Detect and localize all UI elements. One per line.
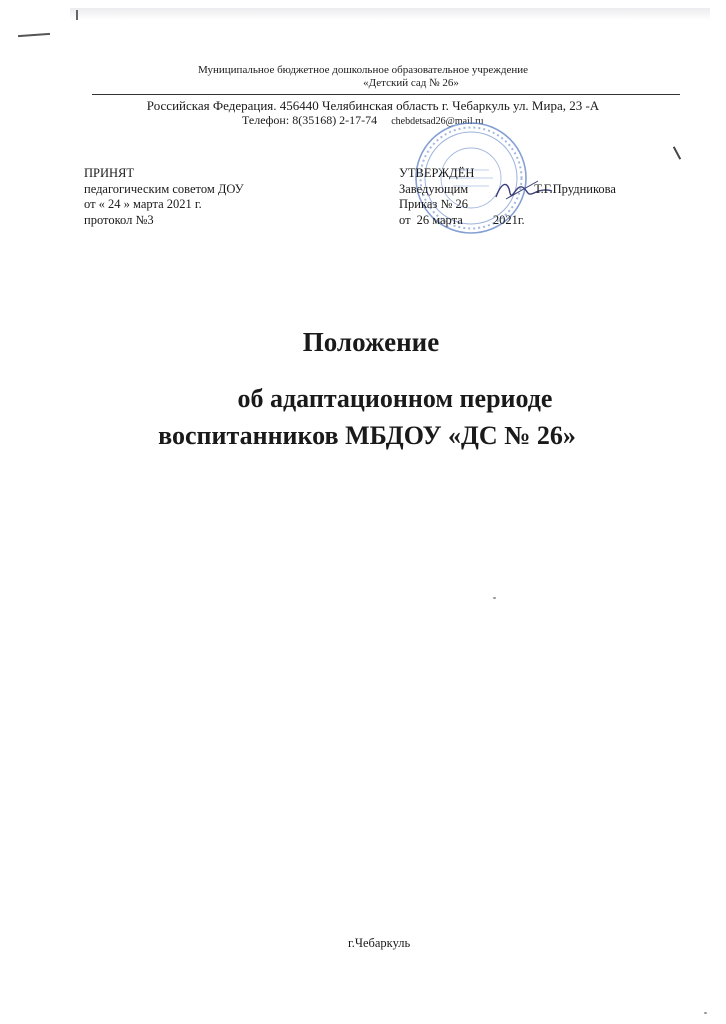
scan-artifact <box>70 8 710 20</box>
org-name-line1: Муниципальное бюджетное дошкольное образовательное учреждение <box>198 64 528 76</box>
approved-heading: УТВЕРЖДЁН <box>399 166 475 180</box>
approved-order: Приказ № 26 <box>399 197 469 211</box>
approved-year: 2021г. <box>492 212 525 227</box>
accepted-line: протокол №3 <box>84 212 154 227</box>
approved-signatory-line <box>399 182 616 198</box>
accepted-line: от « 24 » марта 2021 г. <box>84 197 202 211</box>
accepted-block <box>84 166 244 228</box>
org-phone: Телефон: 8(35168) 2-17-74 <box>242 113 378 127</box>
scan-mark <box>18 33 50 37</box>
approved-date-prefix: от <box>399 212 411 227</box>
org-address: Российская Федерация. 456440 Челябинская область г. Чебаркуль ул. Мира, 23 -А <box>146 98 600 113</box>
accepted-line: педагогическим советом ДОУ <box>84 181 244 196</box>
document-subtitle-line2: воспитанников МБДОУ «ДС № 26» <box>158 421 576 450</box>
approved-position: Заведующим <box>399 181 469 196</box>
org-email: chebdetsad26@mail.ru <box>391 116 484 127</box>
approved-block <box>399 166 616 228</box>
document-title: Положение <box>302 327 440 357</box>
approved-date-line <box>399 213 616 229</box>
document-subtitle-line1: об адаптационном периоде <box>237 384 553 413</box>
scan-mark <box>76 10 78 20</box>
footer-city: г.Чебаркуль <box>348 936 411 950</box>
approved-signatory: Т.Г.Прудникова <box>534 181 616 196</box>
scan-speck <box>493 597 496 599</box>
org-name-line2: «Детский сад № 26» <box>363 77 459 89</box>
scan-speck <box>704 1012 707 1014</box>
approved-date: 26 марта <box>416 212 463 227</box>
header-rule <box>92 94 680 95</box>
accepted-heading: ПРИНЯТ <box>84 166 135 180</box>
scan-mark <box>673 146 681 159</box>
